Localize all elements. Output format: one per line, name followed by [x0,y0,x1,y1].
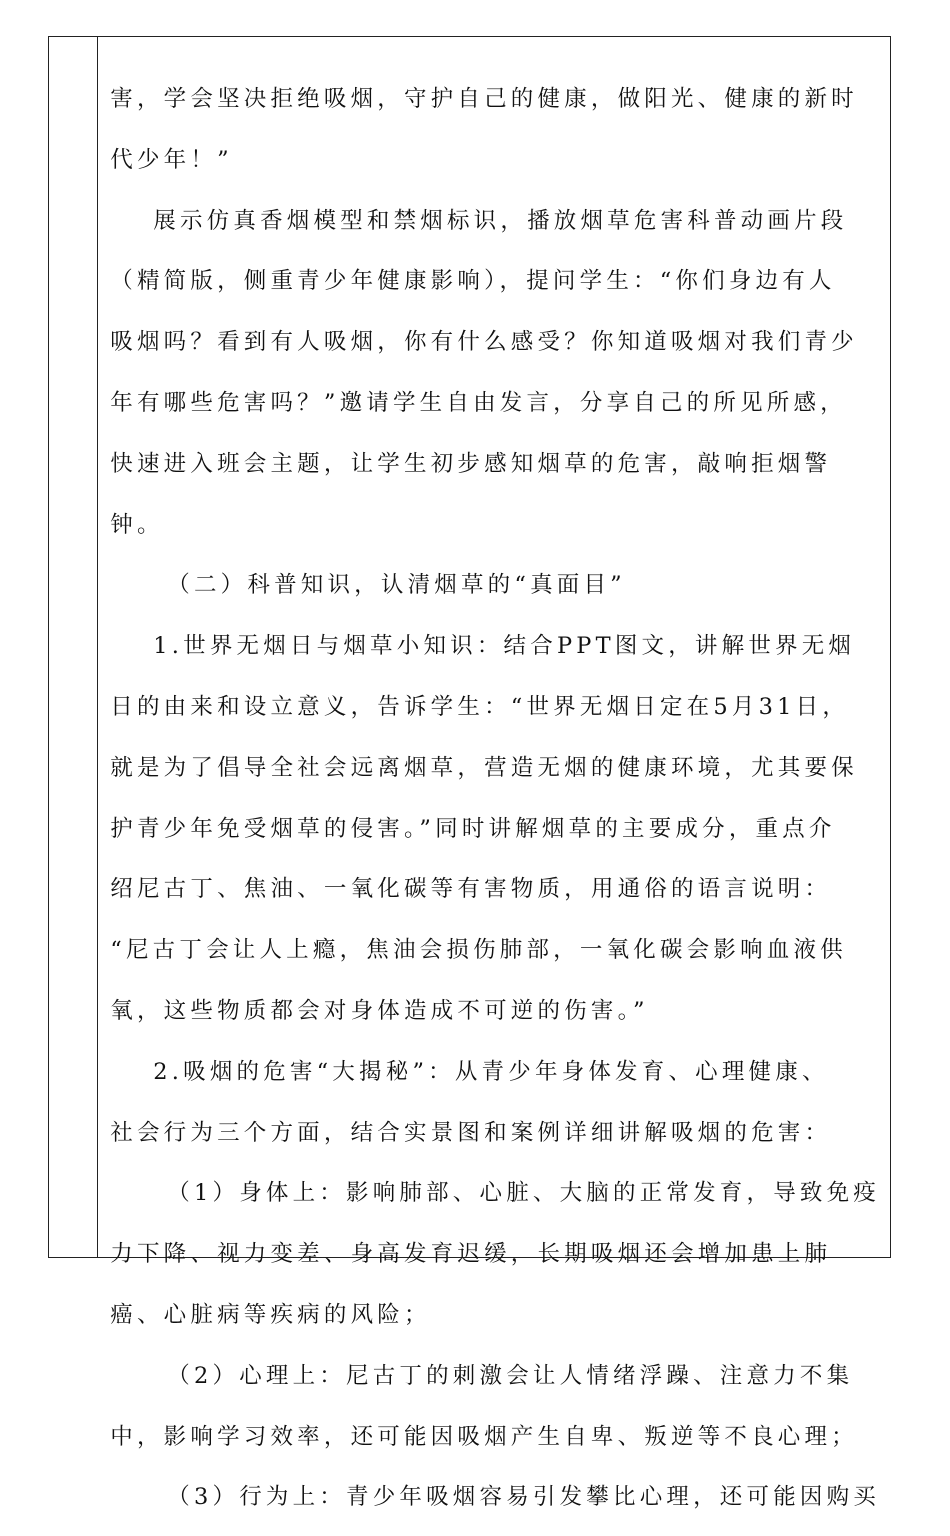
text-line: 展示仿真香烟模型和禁烟标识，播放烟草危害科普动画片段 [153,207,848,234]
text-line: 吸烟吗？看到有人吸烟，你有什么感受？你知道吸烟对我们青少 [110,329,858,356]
text-line: 氧，这些物质都会对身体造成不可逆的伤害。” [110,997,649,1024]
text-line: 绍尼古丁、焦油、一氧化碳等有害物质，用通俗的语言说明： [110,876,832,903]
text-line: （二）科普知识，认清烟草的“真面目” [167,572,626,599]
text-line: （1）身体上：影响肺部、心脏、大脑的正常发育，导致免疫 [167,1180,880,1207]
text-line: 2.吸烟的危害“大揭秘”：从青少年身体发育、心理健康、 [153,1058,829,1085]
text-line: （2）心理上：尼古丁的刺激会让人情绪浮躁、注意力不集 [167,1362,854,1389]
text-line: 害，学会坚决拒绝吸烟，守护自己的健康，做阳光、健康的新时 [110,86,858,112]
text-line: 快速进入班会主题，让学生初步感知烟草的危害，敲响拒烟警 [110,450,832,477]
text-line: 护青少年免受烟草的侵害。”同时讲解烟草的主要成分，重点介 [110,815,836,842]
text-line: 钟。 [110,511,164,538]
text-line: （3）行为上：青少年吸烟容易引发攀比心理，还可能因购买 [167,1484,880,1511]
label-column [49,37,98,1257]
text-line: 社会行为三个方面，结合实景图和案例详细讲解吸烟的危害： [110,1119,832,1146]
text-line: 力下降、视力变差、身高发育迟缓，长期吸烟还会增加患上肺 [110,1241,832,1268]
text-line: “尼古丁会让人上瘾，焦油会损伤肺部，一氧化碳会影响血液供 [110,937,847,964]
text-line: 1.世界无烟日与烟草小知识：结合PPT图文，讲解世界无烟 [153,633,856,660]
text-line: 代少年！” [110,146,233,173]
content-column [98,37,890,1511]
text-line: 就是为了倡导全社会远离烟草，营造无烟的健康环境，尤其要保 [110,754,858,781]
text-line: 中，影响学习效率，还可能因吸烟产生自卑、叛逆等不良心理； [110,1423,858,1450]
text-line: （精简版，侧重青少年健康影响），提问学生：“你们身边有人 [110,268,836,295]
text-line: 日的由来和设立意义，告诉学生：“世界无烟日定在5月31日， [110,693,850,720]
text-line: 年有哪些危害吗？”邀请学生自由发言，分享自己的所见所感， [110,389,847,416]
text-line: 癌、心脏病等疾病的风险； [110,1301,431,1328]
lesson-plan-table [48,36,891,1511]
